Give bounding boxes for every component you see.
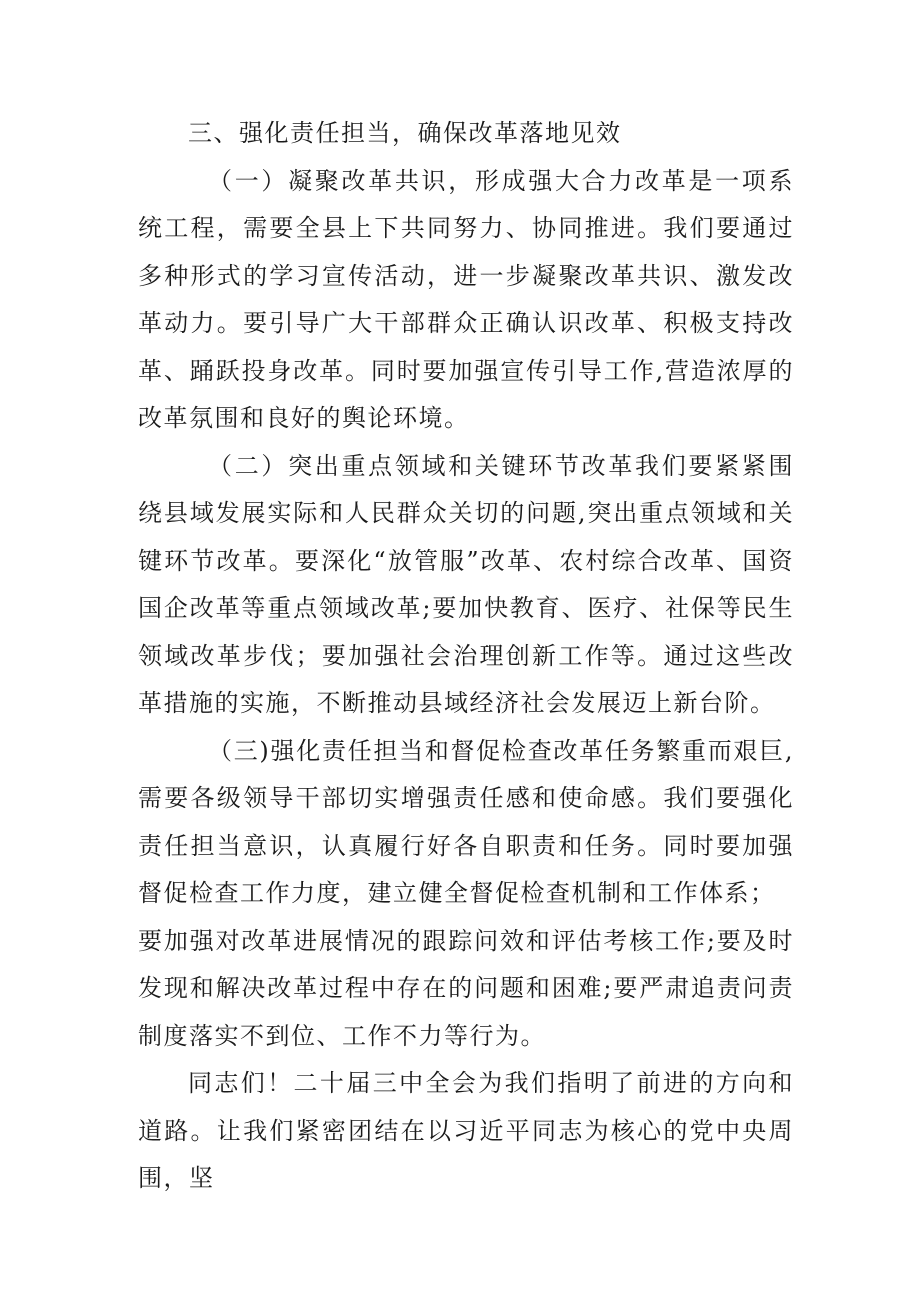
paragraph-closing: 同志们！二十届三中全会为我们指明了前进的方向和道路。让我们紧密团结在以习近平同志为核心的党中央周围，坚: [138, 1069, 794, 1192]
paragraph-key-areas: （二）突出重点领域和关键环节改革我们要紧紧围绕县域发展实际和人民群众关切的问题,突出重点领域和关键环节改革。要深化“放管服”改革、农村综合改革、国资国企改革等重点领域改革;要加快教育、医疗、社保等民生领域改革步伐；要加强社会治理创新工作等。通过这些改革措施的实施，不断推动县域经济社会发展迈上新台阶。: [138, 451, 794, 717]
paragraph-tracking: 要加强对改革进展情况的跟踪问效和评估考核工作;要及时发现和解决改革过程中存在的问题和困难;要严肃追责问责制度落实不到位、工作不力等行为。: [138, 926, 794, 1050]
document-body: [138, 110, 794, 1203]
section-heading: 三、强化责任担当，确保改革落地见效: [188, 119, 622, 147]
paragraph-responsibility: （三)强化责任担当和督促检查改革任务繁重而艰巨,需要各级领导干部切实增强责任感和使命感。我们要强化责任担当意识，认真履行好各自职责和任务。同时要加强督促检查工作力度，建立健全督促检查机制和工作体系；: [138, 736, 794, 907]
paragraph-consensus: （一）凝聚改革共识，形成强大合力改革是一项系统工程，需要全县上下共同努力、协同推进。我们要通过多种形式的学习宣传活动，进一步凝聚改革共识、激发改革动力。要引导广大干部群众正确认识改革、积极支持改革、踊跃投身改革。同时要加强宣传引导工作,营造浓厚的改革氛围和良好的舆论环境。: [138, 166, 794, 432]
